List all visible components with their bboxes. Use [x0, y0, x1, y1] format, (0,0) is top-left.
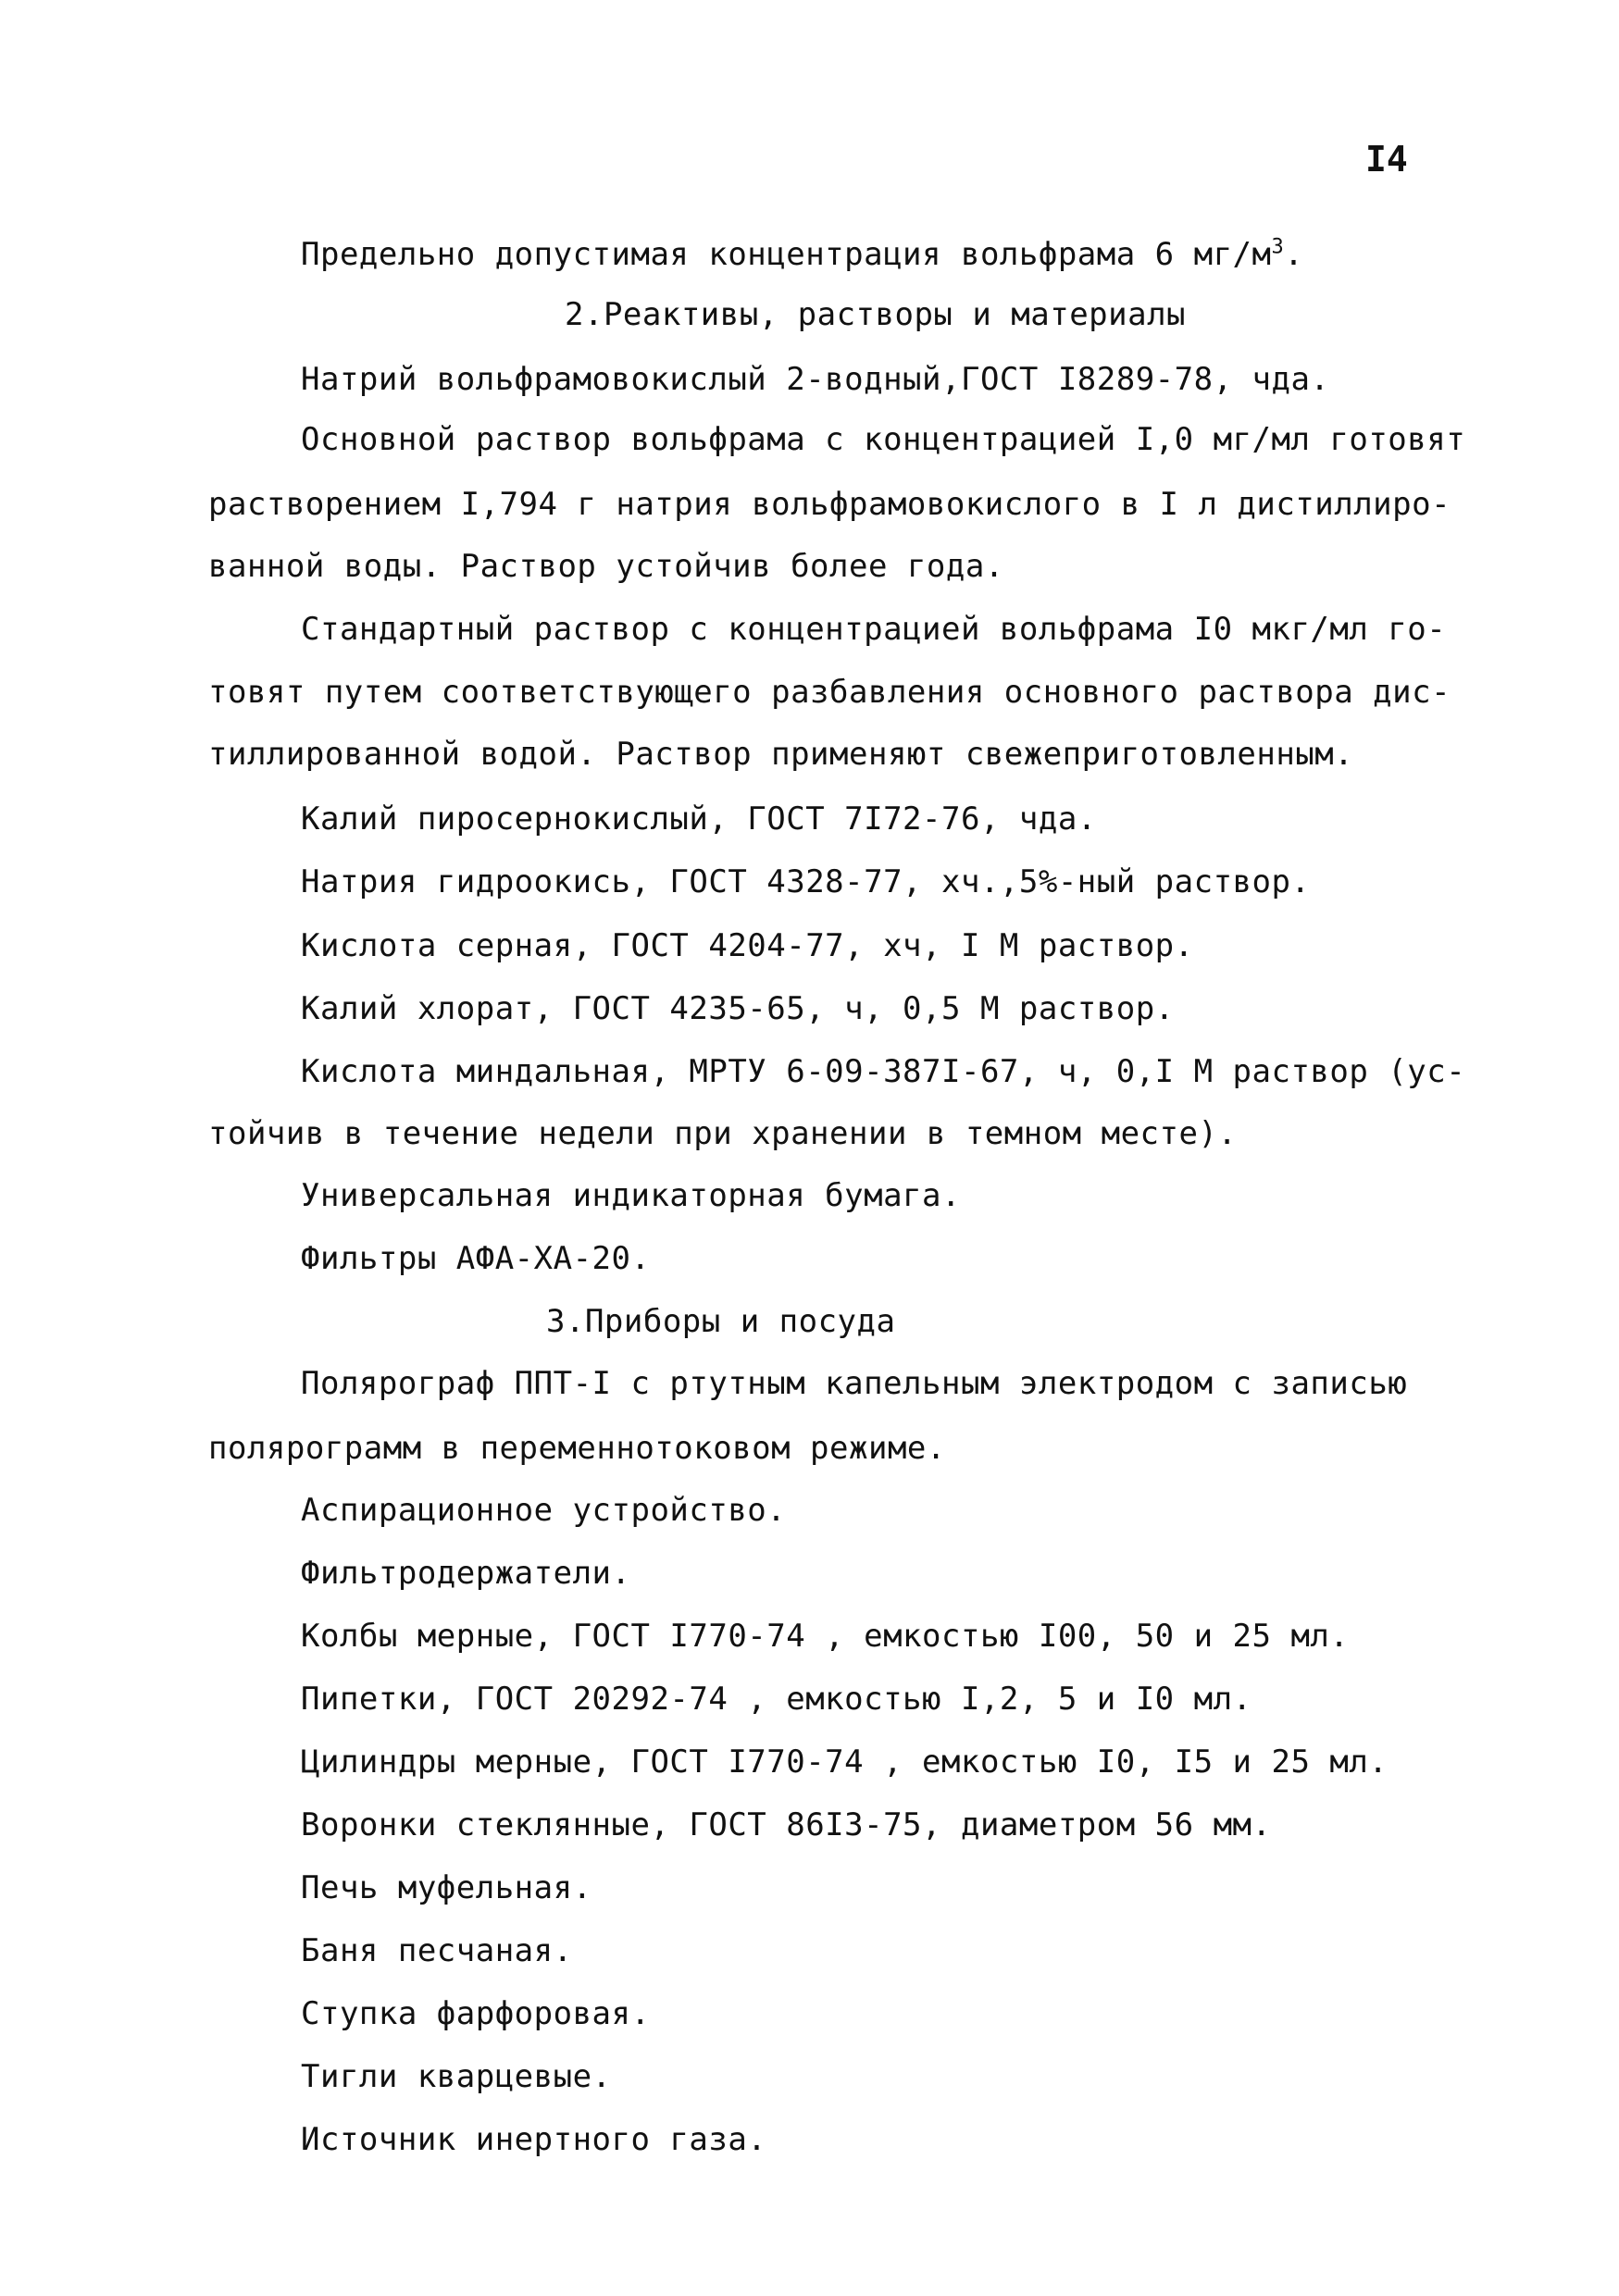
- text-line-tlv: [301, 236, 1303, 273]
- text-line: Натрия гидроокись, ГОСТ 4328-77, хч.,5%-ный раствор.: [301, 863, 1311, 900]
- text-line: Калий хлорат, ГОСТ 4235-65, ч, 0,5 М раствор.: [301, 990, 1175, 1027]
- text-line: тойчив в течение недели при хранении в темном месте).: [208, 1115, 1238, 1152]
- text-line: Стандартный раствор с концентрацией вольфрама I0 мкг/мл го-: [301, 611, 1447, 648]
- text-line: Аспирационное устройство.: [301, 1492, 787, 1529]
- text-line: Печь муфельная.: [301, 1869, 592, 1906]
- text-line: Калий пиросернокислый, ГОСТ 7I72-76, чда.: [301, 800, 1097, 838]
- text-line: Тигли кварцевые.: [301, 2058, 612, 2095]
- text-line: Натрий вольфрамовокислый 2-водный,ГОСТ I8289-78, чда.: [301, 361, 1330, 398]
- text-line: Цилиндры мерные, ГОСТ I770-74 , емкостью I0, I5 и 25 мл.: [301, 1744, 1389, 1781]
- section-heading-reagents: 2.Реактивы, растворы и материалы: [565, 296, 1187, 333]
- text-line: ванной воды. Раствор устойчив более года.: [208, 548, 1004, 585]
- text-line: Кислота серная, ГОСТ 4204-77, хч, I М раствор.: [301, 927, 1194, 964]
- text-line: Воронки стеклянные, ГОСТ 86I3-75, диаметром 56 мм.: [301, 1806, 1272, 1843]
- text-line: Кислота миндальная, МРТУ 6-09-387I-67, ч, 0,I М раствор (ус-: [301, 1053, 1466, 1090]
- text-span: Предельно допустимая концентрация вольфрама 6 мг/м: [301, 236, 1272, 273]
- text-line: Фильтры АФА-ХА-20.: [301, 1240, 651, 1277]
- text-line: товят путем соответствующего разбавления основного раствора дис-: [208, 674, 1451, 711]
- text-line: полярограмм в переменнотоковом режиме.: [208, 1430, 946, 1467]
- text-line: Ступка фарфоровая.: [301, 1995, 651, 2032]
- text-line: тиллированной водой. Раствор применяют свежеприготовленным.: [208, 736, 1354, 773]
- text-line: Основной раствор вольфрама с концентрацией I,0 мг/мл готовят: [301, 421, 1466, 458]
- page-number: I4: [1365, 139, 1408, 180]
- text-line: растворением I,794 г натрия вольфрамовокислого в I л дистиллиро-: [208, 486, 1451, 523]
- text-line: Колбы мерные, ГОСТ I770-74 , емкостью I00, 50 и 25 мл.: [301, 1618, 1350, 1655]
- text-line: Универсальная индикаторная бумага.: [301, 1177, 961, 1214]
- text-line: Пипетки, ГОСТ 20292-74 , емкостью I,2, 5 и I0 мл.: [301, 1681, 1252, 1718]
- text-line: Баня песчаная.: [301, 1932, 573, 1969]
- text-line: Источник инертного газа.: [301, 2121, 767, 2158]
- text-line: Фильтродержатели.: [301, 1555, 631, 1592]
- section-heading-instruments: 3.Приборы и посуда: [546, 1303, 896, 1340]
- text-line: Полярограф ППТ-I с ртутным капельным электродом с записью: [301, 1365, 1408, 1402]
- text-span: .: [1284, 236, 1304, 273]
- superscript: 3: [1271, 235, 1285, 259]
